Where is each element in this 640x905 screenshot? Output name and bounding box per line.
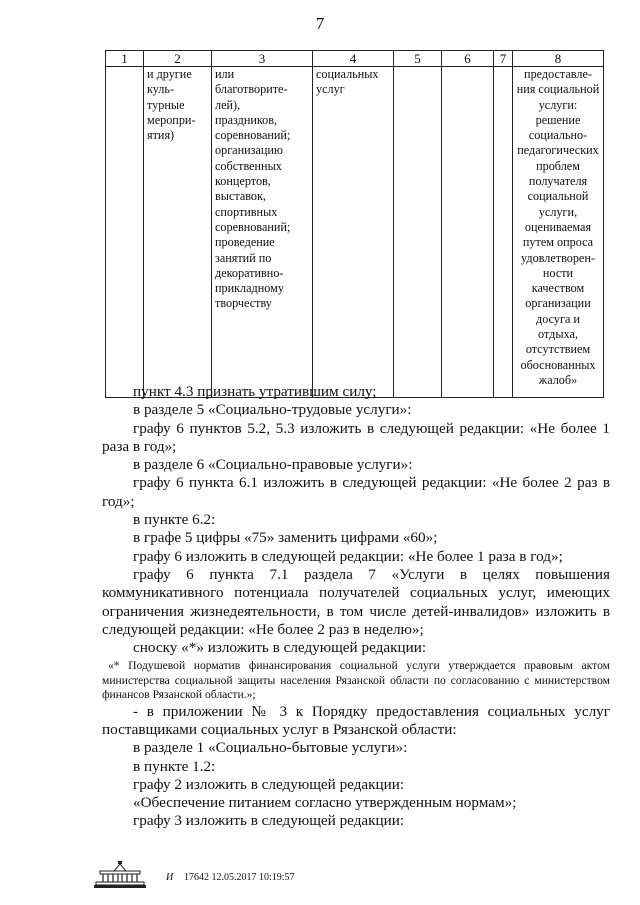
header-cell: 2 — [144, 51, 212, 67]
cell-line: благотворите- — [215, 82, 288, 97]
cell-line: удовлетворен- — [521, 250, 595, 265]
cell-line: предоставле- — [524, 67, 592, 81]
cell-line: турные — [147, 97, 185, 112]
cell-line: получателя — [528, 174, 588, 189]
paragraph: графу 6 пункта 6.1 изложить в следующей редакции: «Не более 2 раз в год»; — [102, 474, 610, 510]
government-building-logo-icon — [92, 860, 148, 890]
cell-line: декоративно- — [215, 265, 284, 280]
cell-col6 — [442, 67, 494, 398]
cell-col4 — [313, 67, 394, 398]
cell-line: организации — [525, 296, 591, 311]
header-cell: 5 — [394, 51, 442, 67]
paragraph: в разделе 6 «Социально-правовые услуги»: — [133, 456, 413, 474]
cell-line: праздников, — [215, 112, 278, 127]
cell-line: лей), — [215, 97, 241, 112]
cell-line: и другие — [147, 67, 192, 81]
cell-line: социальных — [316, 67, 379, 81]
header-cell: 4 — [313, 51, 394, 67]
cell-line: ности — [542, 265, 574, 280]
paragraph: - в приложении № 3 к Порядку предоставления социальных услуг поставщиками социальных услуг в Рязанской области: — [102, 702, 610, 738]
paragraph: «Обеспечение питанием согласно утвержденным нормам»; — [133, 794, 517, 812]
table-header-row — [106, 51, 604, 67]
cell-line: качеством — [531, 281, 585, 296]
page-number: 7 — [315, 14, 325, 33]
paragraph: в разделе 1 «Социально-бытовые услуги»: — [133, 739, 408, 757]
cell-line: собственных — [215, 158, 282, 173]
cell-col1 — [106, 67, 144, 398]
cell-line: услуг — [316, 82, 345, 97]
header-cell: 6 — [442, 51, 494, 67]
cell-line: творчеству — [215, 296, 272, 311]
paragraph: в пункте 6.2: — [133, 511, 216, 529]
cell-line: прикладному — [215, 281, 284, 296]
cell-line: меропри- — [147, 112, 196, 127]
cell-col2 — [144, 67, 212, 398]
paragraph: сноску «*» изложить в следующей редакции: — [133, 639, 427, 657]
paragraph: пункт 4.3 признать утратившим силу; — [133, 383, 377, 400]
cell-line: обоснованных — [520, 357, 596, 372]
cell-line: ятия) — [147, 128, 175, 143]
cell-line: соревнований; — [215, 219, 291, 234]
cell-line: жалоб» — [538, 372, 578, 387]
cell-col3 — [212, 67, 313, 398]
header-cell: 8 — [513, 51, 604, 67]
paragraph: графу 3 изложить в следующей редакции: — [133, 812, 405, 830]
paragraph: в пункте 1.2: — [133, 757, 216, 775]
paragraph: графу 6 изложить в следующей редакции: «Не более 1 раза в год»; — [133, 547, 563, 565]
registration-mark: И — [166, 872, 174, 883]
paragraph: в разделе 5 «Социально-трудовые услуги»: — [133, 401, 412, 419]
cell-line: занятий по — [215, 250, 272, 265]
cell-line: социально- — [528, 128, 588, 143]
header-cell: 1 — [106, 51, 144, 67]
cell-line: спортивных — [215, 204, 278, 219]
continued-table — [105, 50, 604, 398]
paragraph: графу 6 пунктов 5.2, 5.3 изложить в следующей редакции: «Не более 1 раза в год»; — [102, 419, 610, 455]
cell-line: отсутствием — [525, 342, 591, 357]
paragraph: графу 6 пункта 7.1 раздела 7 «Услуги в целях повышения коммуникативного потенциала получателей социальных услуг, имеющих ограничения жизнедеятельности, в том числе детей-инвалидов» изложить в следующей редакции: «Не более 2 раз в неделю»; — [102, 565, 610, 638]
cell-col8 — [513, 67, 604, 398]
cell-line: концертов, — [215, 174, 271, 189]
header-cell: 7 — [494, 51, 513, 67]
cell-line: проблем — [536, 158, 580, 173]
paragraph: в графе 5 цифры «75» заменить цифрами «60»; — [133, 529, 438, 547]
cell-line: оцениваемая — [524, 219, 592, 234]
cell-line: путем опроса — [522, 235, 594, 250]
cell-line: социальной — [527, 189, 589, 204]
cell-line: выставок, — [215, 189, 266, 204]
cell-line: организацию — [215, 143, 284, 158]
header-cell: 3 — [212, 51, 313, 67]
cell-line: досуга и — [536, 311, 580, 326]
cell-line: ния социальной — [516, 82, 600, 97]
document-body — [102, 383, 610, 831]
cell-line: соревнований; — [215, 128, 291, 143]
cell-line: отдыха, — [538, 327, 578, 342]
table-row — [106, 67, 604, 398]
cell-line: куль- — [147, 82, 175, 97]
document-footer — [92, 860, 352, 890]
cell-line: проведение — [215, 235, 275, 250]
cell-line: педагогических — [517, 143, 599, 158]
cell-col7 — [494, 67, 513, 398]
cell-line: услуги: — [538, 97, 578, 112]
footnote: «* Подушевой норматив финансирования социальной услуги утверждается правовым актом министерства социальной защиты населения Рязанской области по согласованию с министерством финансов Рязанской области.»; — [102, 659, 610, 702]
cell-line: услуги, — [538, 204, 578, 219]
cell-col5 — [394, 67, 442, 398]
cell-line: или — [215, 67, 235, 81]
registration-stamp: 17642 12.05.2017 10:19:57 — [184, 872, 295, 883]
cell-line: решение — [535, 112, 581, 127]
paragraph: графу 2 изложить в следующей редакции: — [133, 775, 405, 793]
